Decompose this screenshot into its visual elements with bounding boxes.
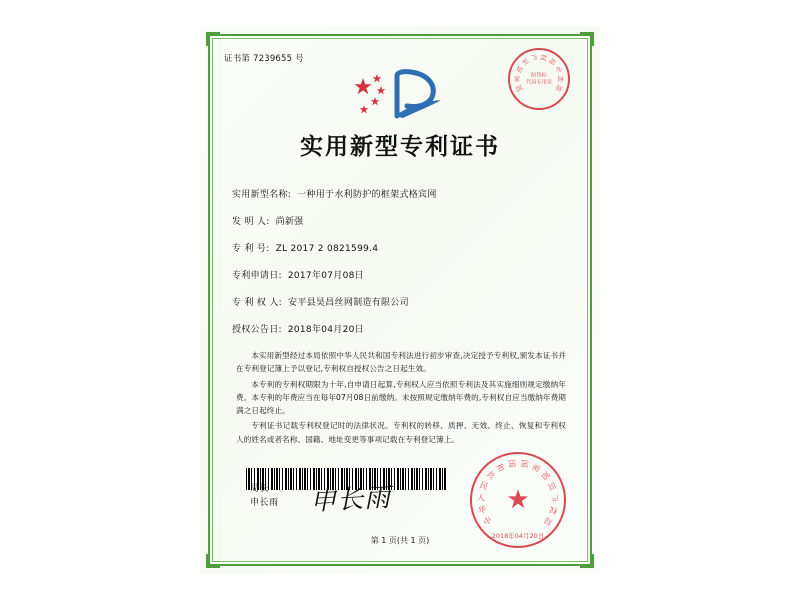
corner-ornament-top-left: [206, 32, 220, 46]
field-value: 2018年04月20日: [287, 325, 364, 335]
seal-ring-char: 产: [529, 53, 539, 62]
field-row: [232, 241, 576, 254]
field-value: 2017年07月08日: [287, 271, 364, 281]
field-row: [232, 214, 576, 227]
field-value: 尚新强: [275, 217, 304, 227]
seal-ring-char: 权: [548, 504, 559, 516]
field-row: [232, 295, 576, 308]
field-label: 实用新型名称:: [232, 190, 292, 200]
seal-ring-char: 家: [529, 461, 542, 474]
field-label: 发 明 人:: [232, 217, 270, 227]
seal-official: [470, 452, 566, 548]
seal-ring-char: 局: [542, 515, 555, 528]
seal-ring-char: 产: [550, 493, 560, 503]
field-row: [232, 268, 576, 281]
seal-ring-char: 识: [546, 480, 558, 492]
legal-paragraph: 本实用新型经过本局依照中华人民共和国专利法进行初步审查,决定授予专利权,颁发本证书并在专利登记簿上予以登记,专利权自授权公告之日起生效。: [236, 351, 566, 374]
seal-inner-line: 防伪标: [531, 72, 547, 79]
seal-ring-char: 知: [539, 469, 552, 482]
seal-ring-char: 国: [506, 458, 517, 469]
corner-ornament-bottom-left: [206, 554, 220, 568]
seal-top-right: [508, 48, 570, 110]
signature-name: 申长雨: [250, 497, 279, 508]
seal-ring-char: 和: [494, 461, 507, 474]
seal-ring-char: 家: [513, 75, 521, 84]
corner-ornament-top-right: [580, 32, 594, 46]
field-label: 专 利 权 人:: [232, 298, 283, 308]
field-row: [232, 322, 576, 335]
corner-ornament-bottom-right: [580, 554, 594, 568]
seal-ring-char: 国: [519, 458, 530, 469]
fields-list: [224, 187, 576, 335]
legal-text: [224, 349, 576, 446]
seal-ring-char: 华: [477, 504, 488, 516]
seal-ring-char: 局: [547, 56, 558, 67]
seal-ring-char: 知: [514, 64, 524, 75]
signature-title: 局长: [250, 484, 270, 494]
legal-paragraph: 本专利的专利权期限为十年,自申请日起算,专利权人应当依照专利法及其实施细则规定缴纳年费。本专利的年费应当在每年07月08日前缴纳。未按照规定缴纳年费的,专利权自应当缴纳年费期满之日起终止。: [236, 379, 566, 416]
page-footer: 第 1 页(共 1 页): [370, 536, 430, 545]
field-row: [232, 187, 576, 200]
certificate-number: 证书第 7239655 号: [224, 54, 304, 64]
handwritten-signature: 申长雨: [309, 482, 392, 518]
field-value: 安平县昊昌丝网制造有限公司: [288, 298, 409, 308]
seal-ring-char: 权: [538, 53, 548, 62]
field-label: 专利申请日:: [232, 271, 282, 281]
page-title: 实用新型专利证书: [300, 134, 500, 160]
seal-ring-char: 专: [553, 63, 564, 74]
seal-ring-char: 国: [514, 83, 524, 94]
star-icon: ★: [506, 485, 530, 515]
seal-ring-char: 人: [476, 493, 486, 503]
seal-ring-char: 民: [478, 480, 490, 492]
field-value: 一种用于水利防护的框架式格宾网: [297, 190, 437, 200]
cnipa-emblem-icon: [345, 66, 455, 122]
seal-date: 2018年04月20日: [491, 532, 545, 540]
seal-inner-text: [526, 73, 552, 86]
certificate-sheet: [200, 26, 600, 574]
seal-ring-char: 识: [519, 57, 531, 68]
legal-paragraph: 专利证书记载专利权登记时的法律状况。专利权的转移、质押、无效、终止、恢复和专利权人的姓名或者名称、国籍、地址变更等事项记载在专利登记簿上。: [236, 421, 566, 444]
seal-ring-char: 局: [554, 82, 564, 93]
field-label: 专 利 号:: [232, 244, 270, 254]
seal-ring-char: 共: [484, 469, 497, 482]
field-label: 授权公告日:: [232, 325, 282, 335]
signature-block: [250, 483, 279, 510]
seal-inner-line: 代码专用章: [526, 79, 552, 85]
seal-ring-char: 利: [557, 74, 565, 83]
seal-ring-char: 中: [481, 515, 494, 528]
field-value: ZL 2017 2 0821599.4: [275, 244, 379, 254]
